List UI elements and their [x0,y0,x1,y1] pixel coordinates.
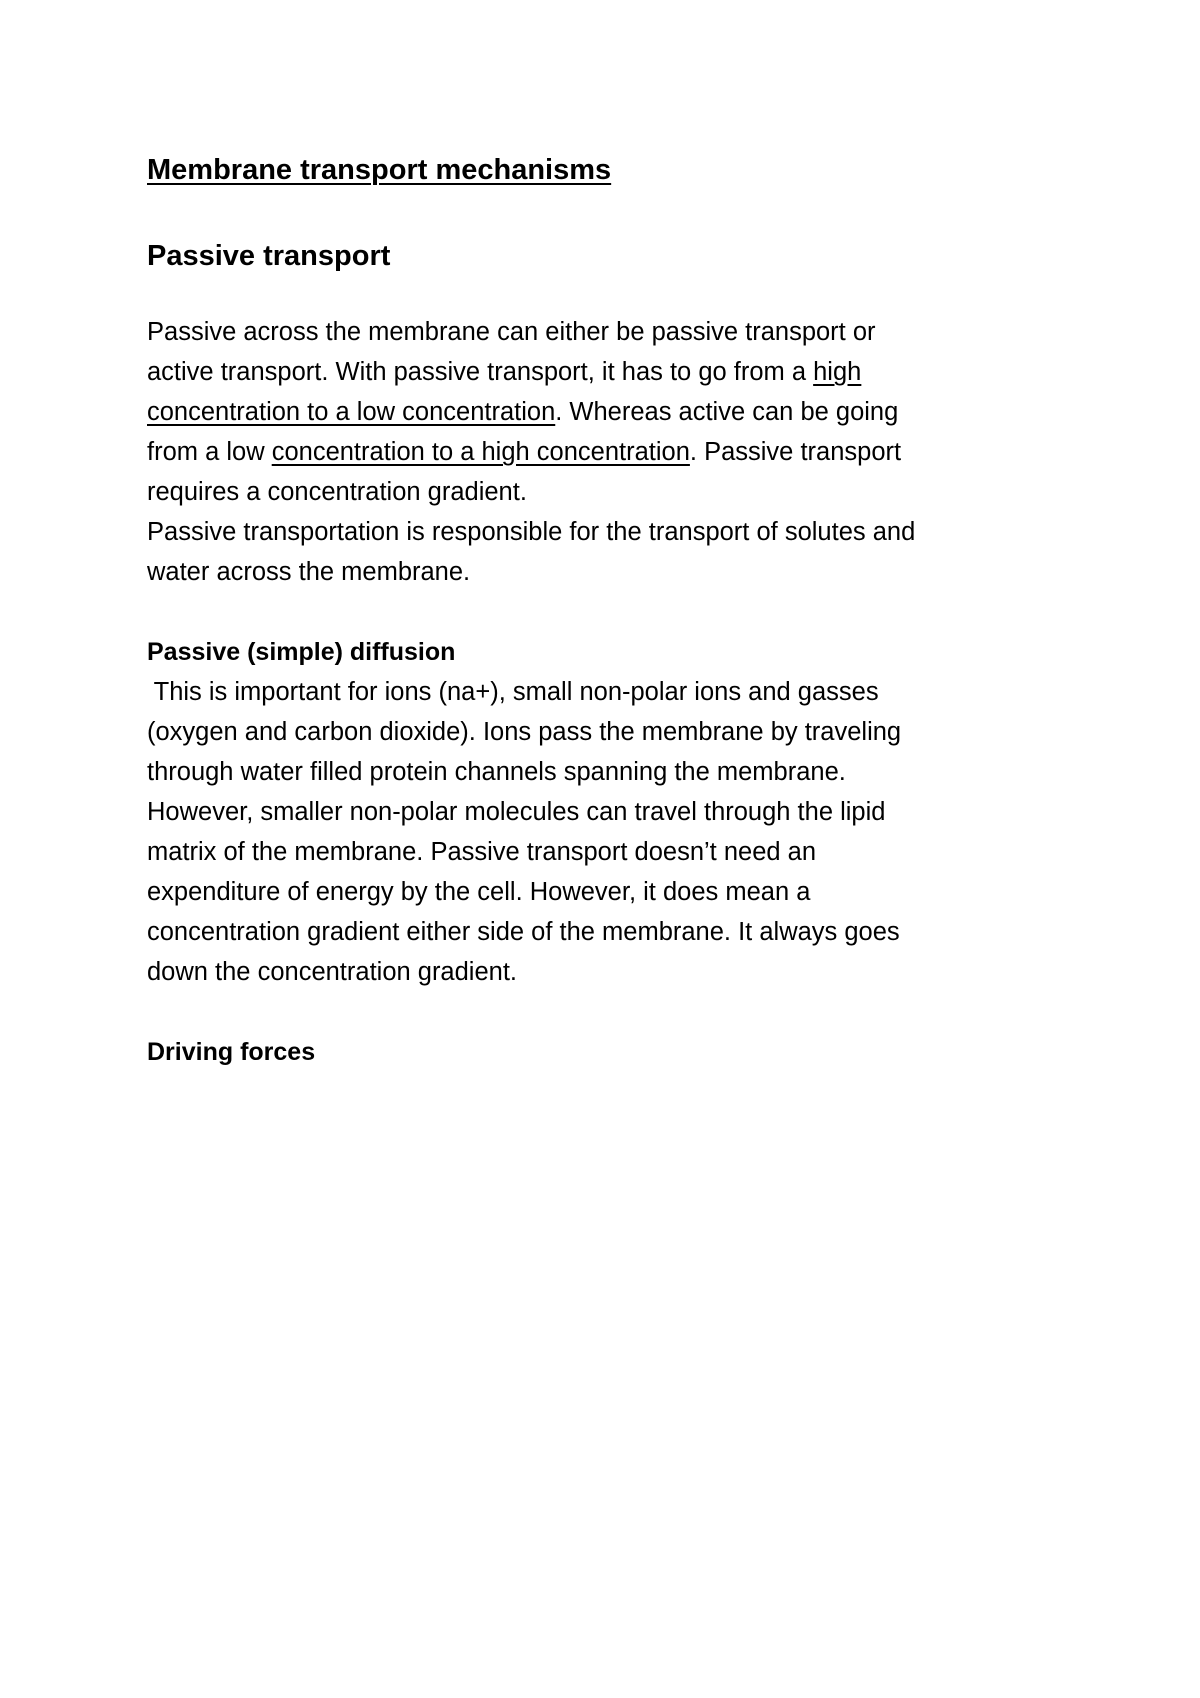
text-line: This is important for ions (na+), small non-polar ions and gasses [147,678,879,706]
text-line: from a low concentration to a high concentration. Passive transport [147,438,902,466]
text-line: (oxygen and carbon dioxide). Ions pass the membrane by traveling [147,718,902,746]
text-line: concentration to a low concentration. Whereas active can be going [147,398,899,426]
paragraph-passive-transport-role [147,512,1077,592]
text-line: requires a concentration gradient. [147,478,527,506]
document-body [147,150,1077,1072]
spacer [147,592,1077,632]
text-line: through water filled protein channels spanning the membrane. [147,758,846,786]
underlined-text: concentration to a low concentration [147,398,556,426]
spacer [147,992,1077,1032]
text-line: matrix of the membrane. Passive transport doesn’t need an [147,838,817,866]
text-line: Passive across the membrane can either be passive transport or [147,318,876,346]
paragraph-passive-transport-intro [147,312,1077,512]
text-line: active transport. With passive transport, it has to go from a high [147,358,862,386]
text-line: down the concentration gradient. [147,958,517,986]
document-title: Membrane transport mechanisms [147,154,612,186]
heading-simple-diffusion: Passive (simple) diffusion [147,638,456,666]
text-line: However, smaller non-polar molecules can travel through the lipid [147,798,886,826]
text-line: concentration gradient either side of the membrane. It always goes [147,918,900,946]
underlined-text: high [813,358,862,386]
text-line: Passive transportation is responsible for the transport of solutes and [147,518,916,546]
underlined-text: concentration to a high concentration [271,438,690,466]
heading-passive-transport: Passive transport [147,240,391,272]
paragraph-simple-diffusion [147,672,1077,992]
text-line: water across the membrane. [147,558,471,586]
heading-driving-forces: Driving forces [147,1038,316,1066]
text-line: expenditure of energy by the cell. However, it does mean a [147,878,811,906]
